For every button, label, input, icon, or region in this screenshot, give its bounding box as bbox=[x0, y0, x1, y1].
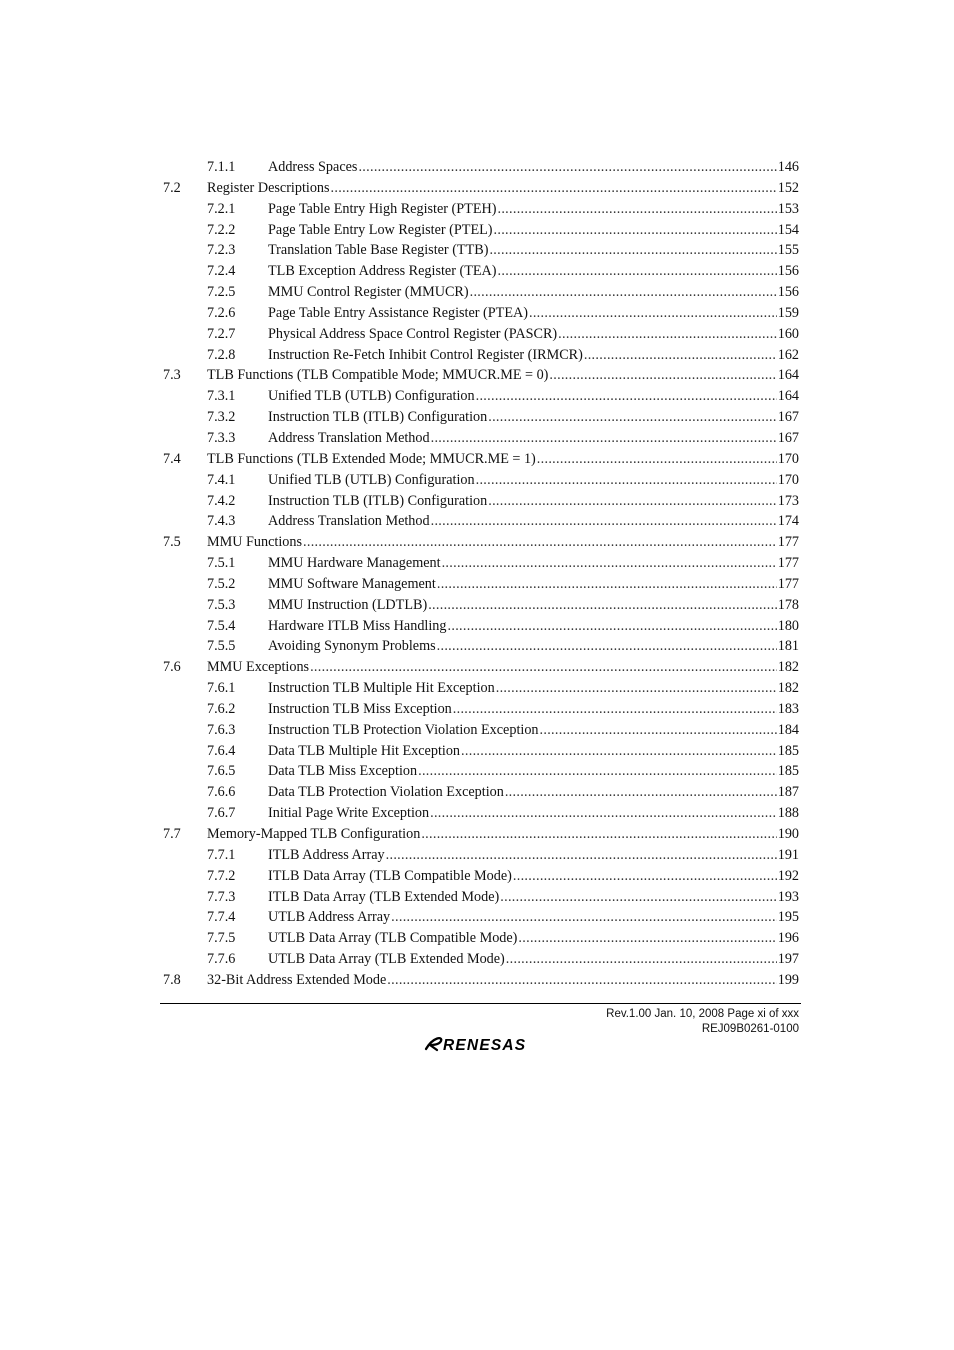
toc-entry-page: 181 bbox=[777, 638, 799, 655]
toc-entry-title: Instruction TLB Protection Violation Exception bbox=[268, 721, 539, 738]
dot-leader bbox=[386, 845, 777, 866]
toc-entry bbox=[163, 511, 799, 532]
toc-entry-number: 7.4.3 bbox=[207, 513, 236, 530]
dot-leader bbox=[437, 574, 777, 595]
toc-entry-number: 7.7.6 bbox=[207, 951, 236, 968]
table-of-contents bbox=[163, 157, 799, 991]
dot-leader bbox=[448, 616, 777, 637]
toc-entry-line bbox=[268, 616, 799, 637]
toc-entry-line bbox=[268, 220, 799, 241]
toc-entry-page: 170 bbox=[777, 471, 799, 488]
toc-entry-line bbox=[207, 365, 799, 386]
toc-entry-page: 177 bbox=[777, 575, 799, 592]
dot-leader bbox=[303, 532, 777, 553]
toc-entry bbox=[163, 261, 799, 282]
toc-entry-title: Page Table Entry Assistance Register (PTEA) bbox=[268, 304, 528, 321]
dot-leader bbox=[476, 386, 777, 407]
toc-entry-line bbox=[268, 866, 799, 887]
toc-entry-title: Initial Page Write Exception bbox=[268, 805, 430, 822]
toc-entry-number: 7.2 bbox=[163, 179, 181, 196]
toc-entry-page: 178 bbox=[777, 596, 799, 613]
toc-entry-page: 192 bbox=[777, 867, 799, 884]
toc-entry-line bbox=[268, 303, 799, 324]
toc-entry-title: Instruction TLB Multiple Hit Exception bbox=[268, 680, 495, 697]
toc-entry-title: MMU Control Register (MMUCR) bbox=[268, 284, 469, 301]
toc-entry-number: 7.4.2 bbox=[207, 492, 236, 509]
toc-entry-page: 156 bbox=[777, 284, 799, 301]
dot-leader bbox=[358, 157, 776, 178]
toc-entry-number: 7.5.4 bbox=[207, 617, 236, 634]
toc-entry-line bbox=[268, 741, 799, 762]
toc-entry-line bbox=[268, 282, 799, 303]
toc-entry-line bbox=[268, 345, 799, 366]
toc-entry-page: 167 bbox=[777, 429, 799, 446]
toc-entry-page: 190 bbox=[777, 826, 799, 842]
toc-entry-page: 177 bbox=[777, 555, 799, 572]
toc-entry-title: TLB Functions (TLB Extended Mode; MMUCR.ME = 1) bbox=[207, 450, 536, 467]
toc-entry-page: 195 bbox=[777, 909, 799, 926]
toc-entry-number: 7.6.4 bbox=[207, 742, 236, 759]
toc-entry-title: ITLB Data Array (TLB Extended Mode) bbox=[268, 888, 500, 905]
toc-entry-page: 185 bbox=[777, 763, 799, 780]
toc-entry-line bbox=[268, 386, 799, 407]
toc-entry-number: 7.2.5 bbox=[207, 284, 236, 301]
toc-entry-line bbox=[268, 887, 799, 908]
toc-entry-page: 146 bbox=[777, 159, 799, 175]
toc-entry-number: 7.6 bbox=[163, 659, 181, 676]
toc-entry-page: 160 bbox=[777, 325, 799, 342]
toc-entry-title: UTLB Address Array bbox=[268, 909, 391, 926]
toc-entry-page: 156 bbox=[777, 263, 799, 280]
dot-leader bbox=[331, 178, 777, 199]
toc-entry-number: 7.5 bbox=[163, 534, 181, 551]
dot-leader bbox=[453, 699, 777, 720]
toc-entry bbox=[163, 324, 799, 345]
toc-entry-page: 173 bbox=[777, 492, 799, 509]
footer-info bbox=[606, 1007, 799, 1036]
toc-entry-number: 7.3 bbox=[163, 367, 181, 384]
toc-entry bbox=[163, 428, 799, 449]
toc-entry-title: TLB Exception Address Register (TEA) bbox=[268, 263, 497, 280]
dot-leader bbox=[584, 345, 777, 366]
toc-entry-number: 7.6.3 bbox=[207, 721, 236, 738]
toc-entry-line bbox=[268, 761, 799, 782]
toc-entry-page: 180 bbox=[777, 617, 799, 634]
toc-entry bbox=[163, 220, 799, 241]
dot-leader bbox=[498, 261, 777, 282]
toc-entry-title: Instruction Re-Fetch Inhibit Control Register (IRMCR) bbox=[268, 346, 583, 363]
toc-entry-number: 7.6.5 bbox=[207, 763, 236, 780]
toc-entry-line bbox=[268, 636, 799, 657]
toc-entry-line bbox=[268, 261, 799, 282]
toc-entry bbox=[163, 386, 799, 407]
toc-entry-title: Page Table Entry High Register (PTEH) bbox=[268, 200, 497, 217]
toc-entry-title: UTLB Data Array (TLB Compatible Mode) bbox=[268, 930, 518, 947]
toc-entry-page: 182 bbox=[777, 680, 799, 697]
toc-entry-number: 7.6.1 bbox=[207, 680, 236, 697]
toc-entry bbox=[163, 907, 799, 928]
toc-entry-page: 153 bbox=[777, 200, 799, 217]
toc-entry-line bbox=[268, 574, 799, 595]
toc-entry-title: 32-Bit Address Extended Mode bbox=[207, 971, 387, 988]
toc-entry-page: 177 bbox=[777, 534, 799, 551]
toc-entry-page: 164 bbox=[777, 367, 799, 384]
toc-entry bbox=[163, 595, 799, 616]
toc-entry bbox=[163, 636, 799, 657]
toc-entry-number: 7.7.3 bbox=[207, 888, 236, 905]
toc-entry-number: 7.3.1 bbox=[207, 388, 236, 405]
dot-leader bbox=[496, 678, 777, 699]
toc-entry-line bbox=[268, 782, 799, 803]
toc-entry-title: ITLB Address Array bbox=[268, 846, 385, 863]
toc-entry bbox=[163, 303, 799, 324]
toc-entry-line bbox=[268, 240, 799, 261]
toc-entry-title: Avoiding Synonym Problems bbox=[268, 638, 436, 655]
toc-entry-line bbox=[207, 970, 799, 991]
toc-entry-line bbox=[268, 470, 799, 491]
dot-leader bbox=[489, 240, 776, 261]
toc-entry-title: Instruction TLB (ITLB) Configuration bbox=[268, 492, 488, 509]
toc-entry-line bbox=[268, 907, 799, 928]
dot-leader bbox=[513, 866, 777, 887]
toc-entry-page: 183 bbox=[777, 700, 799, 717]
dot-leader bbox=[488, 491, 777, 512]
dot-leader bbox=[537, 449, 777, 470]
toc-entry bbox=[163, 970, 799, 991]
toc-entry bbox=[163, 887, 799, 908]
toc-entry-title: Data TLB Protection Violation Exception bbox=[268, 784, 504, 801]
toc-entry-number: 7.5.5 bbox=[207, 638, 236, 655]
toc-entry-page: 193 bbox=[777, 888, 799, 905]
toc-entry bbox=[163, 741, 799, 762]
dot-leader bbox=[529, 303, 777, 324]
toc-entry-line bbox=[207, 657, 799, 678]
toc-entry-number: 7.1.1 bbox=[207, 159, 236, 175]
toc-entry-page: 196 bbox=[777, 930, 799, 947]
dot-leader bbox=[418, 761, 777, 782]
toc-entry-page: 167 bbox=[777, 409, 799, 426]
dot-leader bbox=[442, 553, 777, 574]
toc-entry bbox=[163, 866, 799, 887]
renesas-logo bbox=[423, 1034, 541, 1054]
toc-entry-page: 164 bbox=[777, 388, 799, 405]
dot-leader bbox=[461, 741, 777, 762]
dot-leader bbox=[549, 365, 776, 386]
toc-entry-number: 7.7.5 bbox=[207, 930, 236, 947]
renesas-logo-mark bbox=[423, 1034, 541, 1054]
toc-entry-line bbox=[268, 678, 799, 699]
toc-entry-title: Unified TLB (UTLB) Configuration bbox=[268, 388, 475, 405]
toc-entry-number: 7.4.1 bbox=[207, 471, 236, 488]
toc-entry-number: 7.2.7 bbox=[207, 325, 236, 342]
toc-entry-title: Address Translation Method bbox=[268, 429, 430, 446]
toc-entry-number: 7.5.2 bbox=[207, 575, 236, 592]
toc-entry-number: 7.7.2 bbox=[207, 867, 236, 884]
toc-entry-number: 7.2.4 bbox=[207, 263, 236, 280]
dot-leader bbox=[500, 887, 776, 908]
toc-entry-title: MMU Software Management bbox=[268, 575, 436, 592]
toc-entry-page: 162 bbox=[777, 346, 799, 363]
toc-entry bbox=[163, 824, 799, 845]
dot-leader bbox=[497, 199, 776, 220]
toc-entry bbox=[163, 845, 799, 866]
toc-entry-title: Data TLB Multiple Hit Exception bbox=[268, 742, 461, 759]
toc-entry-number: 7.3.3 bbox=[207, 429, 236, 446]
toc-entry-page: 191 bbox=[777, 846, 799, 863]
toc-entry-number: 7.2.6 bbox=[207, 304, 236, 321]
toc-entry-line bbox=[268, 491, 799, 512]
toc-entry bbox=[163, 949, 799, 970]
toc-entry-number: 7.5.3 bbox=[207, 596, 236, 613]
toc-entry-number: 7.2.2 bbox=[207, 221, 236, 238]
toc-entry-title: Page Table Entry Low Register (PTEL) bbox=[268, 221, 493, 238]
toc-entry-number: 7.4 bbox=[163, 450, 181, 467]
toc-entry-line bbox=[268, 699, 799, 720]
toc-entry bbox=[163, 407, 799, 428]
toc-entry-number: 7.5.1 bbox=[207, 555, 236, 572]
toc-entry bbox=[163, 616, 799, 637]
toc-entry-line bbox=[268, 157, 799, 178]
revision-line: Rev.1.00 Jan. 10, 2008 Page xi of xxx bbox=[606, 1008, 799, 1020]
dot-leader bbox=[421, 824, 776, 845]
toc-entry-page: 188 bbox=[777, 805, 799, 822]
toc-entry bbox=[163, 365, 799, 386]
toc-entry-page: 152 bbox=[777, 179, 799, 196]
dot-leader bbox=[387, 970, 776, 991]
dot-leader bbox=[506, 949, 777, 970]
toc-entry-line bbox=[207, 178, 799, 199]
toc-entry bbox=[163, 345, 799, 366]
toc-entry-title: Hardware ITLB Miss Handling bbox=[268, 617, 447, 634]
toc-entry-line bbox=[207, 824, 799, 845]
toc-entry bbox=[163, 282, 799, 303]
toc-entry-line bbox=[268, 803, 799, 824]
toc-entry bbox=[163, 678, 799, 699]
toc-entry-line bbox=[207, 449, 799, 470]
toc-entry-number: 7.7 bbox=[163, 826, 181, 842]
toc-entry bbox=[163, 928, 799, 949]
dot-leader bbox=[558, 324, 777, 345]
footer-rule bbox=[160, 1003, 801, 1004]
dot-leader bbox=[518, 928, 776, 949]
toc-entry bbox=[163, 657, 799, 678]
toc-entry-page: 199 bbox=[777, 971, 799, 988]
toc-entry-number: 7.2.3 bbox=[207, 242, 236, 259]
toc-entry-line bbox=[268, 428, 799, 449]
toc-entry-number: 7.3.2 bbox=[207, 409, 236, 426]
toc-entry-page: 185 bbox=[777, 742, 799, 759]
dot-leader bbox=[505, 782, 777, 803]
toc-entry bbox=[163, 470, 799, 491]
toc-entry-number: 7.8 bbox=[163, 971, 181, 988]
toc-entry bbox=[163, 240, 799, 261]
toc-entry-line bbox=[268, 928, 799, 949]
toc-entry-title: ITLB Data Array (TLB Compatible Mode) bbox=[268, 867, 512, 884]
document-number: REJ09B0261-0100 bbox=[701, 1022, 799, 1035]
dot-leader bbox=[476, 470, 777, 491]
toc-entry-number: 7.6.7 bbox=[207, 805, 236, 822]
toc-entry-page: 174 bbox=[777, 513, 799, 530]
toc-entry bbox=[163, 699, 799, 720]
toc-entry-title: TLB Functions (TLB Compatible Mode; MMUCR.ME = 0) bbox=[207, 367, 549, 384]
logo-wordmark: RENESAS bbox=[443, 1037, 527, 1054]
toc-entry-title: MMU Hardware Management bbox=[268, 555, 441, 572]
toc-entry bbox=[163, 199, 799, 220]
toc-entry bbox=[163, 178, 799, 199]
toc-entry-line bbox=[207, 532, 799, 553]
toc-entry-title: Address Spaces bbox=[268, 159, 358, 175]
dot-leader bbox=[431, 511, 777, 532]
toc-entry-line bbox=[268, 949, 799, 970]
toc-entry bbox=[163, 574, 799, 595]
toc-entry-title: MMU Functions bbox=[207, 534, 302, 551]
toc-entry-line bbox=[268, 845, 799, 866]
toc-entry bbox=[163, 803, 799, 824]
dot-leader bbox=[470, 282, 777, 303]
toc-entry bbox=[163, 532, 799, 553]
toc-entry-page: 182 bbox=[777, 659, 799, 676]
toc-entry bbox=[163, 449, 799, 470]
toc-entry-line bbox=[268, 511, 799, 532]
toc-entry-title: Address Translation Method bbox=[268, 513, 430, 530]
toc-entry-title: Register Descriptions bbox=[207, 179, 330, 196]
toc-entry-title: Instruction TLB Miss Exception bbox=[268, 700, 452, 717]
toc-entry-line bbox=[268, 595, 799, 616]
toc-entry-page: 154 bbox=[777, 221, 799, 238]
toc-entry-page: 170 bbox=[777, 450, 799, 467]
toc-entry-page: 155 bbox=[777, 242, 799, 259]
dot-leader bbox=[310, 657, 777, 678]
toc-entry-number: 7.6.6 bbox=[207, 784, 236, 801]
dot-leader bbox=[494, 220, 777, 241]
toc-entry-number: 7.7.4 bbox=[207, 909, 236, 926]
dot-leader bbox=[488, 407, 777, 428]
dot-leader bbox=[428, 595, 777, 616]
dot-leader bbox=[431, 428, 777, 449]
toc-entry-line bbox=[268, 199, 799, 220]
toc-entry-title: Translation Table Base Register (TTB) bbox=[268, 242, 489, 259]
toc-entry-number: 7.7.1 bbox=[207, 846, 236, 863]
toc-entry-title: Data TLB Miss Exception bbox=[268, 763, 418, 780]
toc-entry-page: 197 bbox=[777, 951, 799, 968]
toc-entry-line bbox=[268, 324, 799, 345]
dot-leader bbox=[437, 636, 777, 657]
toc-entry-title: Memory-Mapped TLB Configuration bbox=[207, 826, 421, 842]
toc-entry bbox=[163, 553, 799, 574]
toc-entry bbox=[163, 157, 799, 178]
dot-leader bbox=[391, 907, 777, 928]
toc-entry bbox=[163, 491, 799, 512]
toc-entry-title: MMU Instruction (LDTLB) bbox=[268, 596, 428, 613]
toc-entry-page: 187 bbox=[777, 784, 799, 801]
toc-entry-line bbox=[268, 407, 799, 428]
toc-entry-number: 7.2.1 bbox=[207, 200, 236, 217]
toc-entry-number: 7.6.2 bbox=[207, 700, 236, 717]
toc-entry-title: UTLB Data Array (TLB Extended Mode) bbox=[268, 951, 505, 968]
toc-entry-line bbox=[268, 720, 799, 741]
toc-entry-title: Unified TLB (UTLB) Configuration bbox=[268, 471, 475, 488]
toc-entry-title: Instruction TLB (ITLB) Configuration bbox=[268, 409, 488, 426]
toc-entry-page: 159 bbox=[777, 304, 799, 321]
toc-entry bbox=[163, 720, 799, 741]
toc-entry-number: 7.2.8 bbox=[207, 346, 236, 363]
toc-entry-title: MMU Exceptions bbox=[207, 659, 310, 676]
toc-entry-page: 184 bbox=[777, 721, 799, 738]
toc-entry bbox=[163, 782, 799, 803]
dot-leader bbox=[540, 720, 777, 741]
toc-entry-title: Physical Address Space Control Register (PASCR) bbox=[268, 325, 558, 342]
dot-leader bbox=[430, 803, 777, 824]
toc-entry bbox=[163, 761, 799, 782]
toc-entry-line bbox=[268, 553, 799, 574]
